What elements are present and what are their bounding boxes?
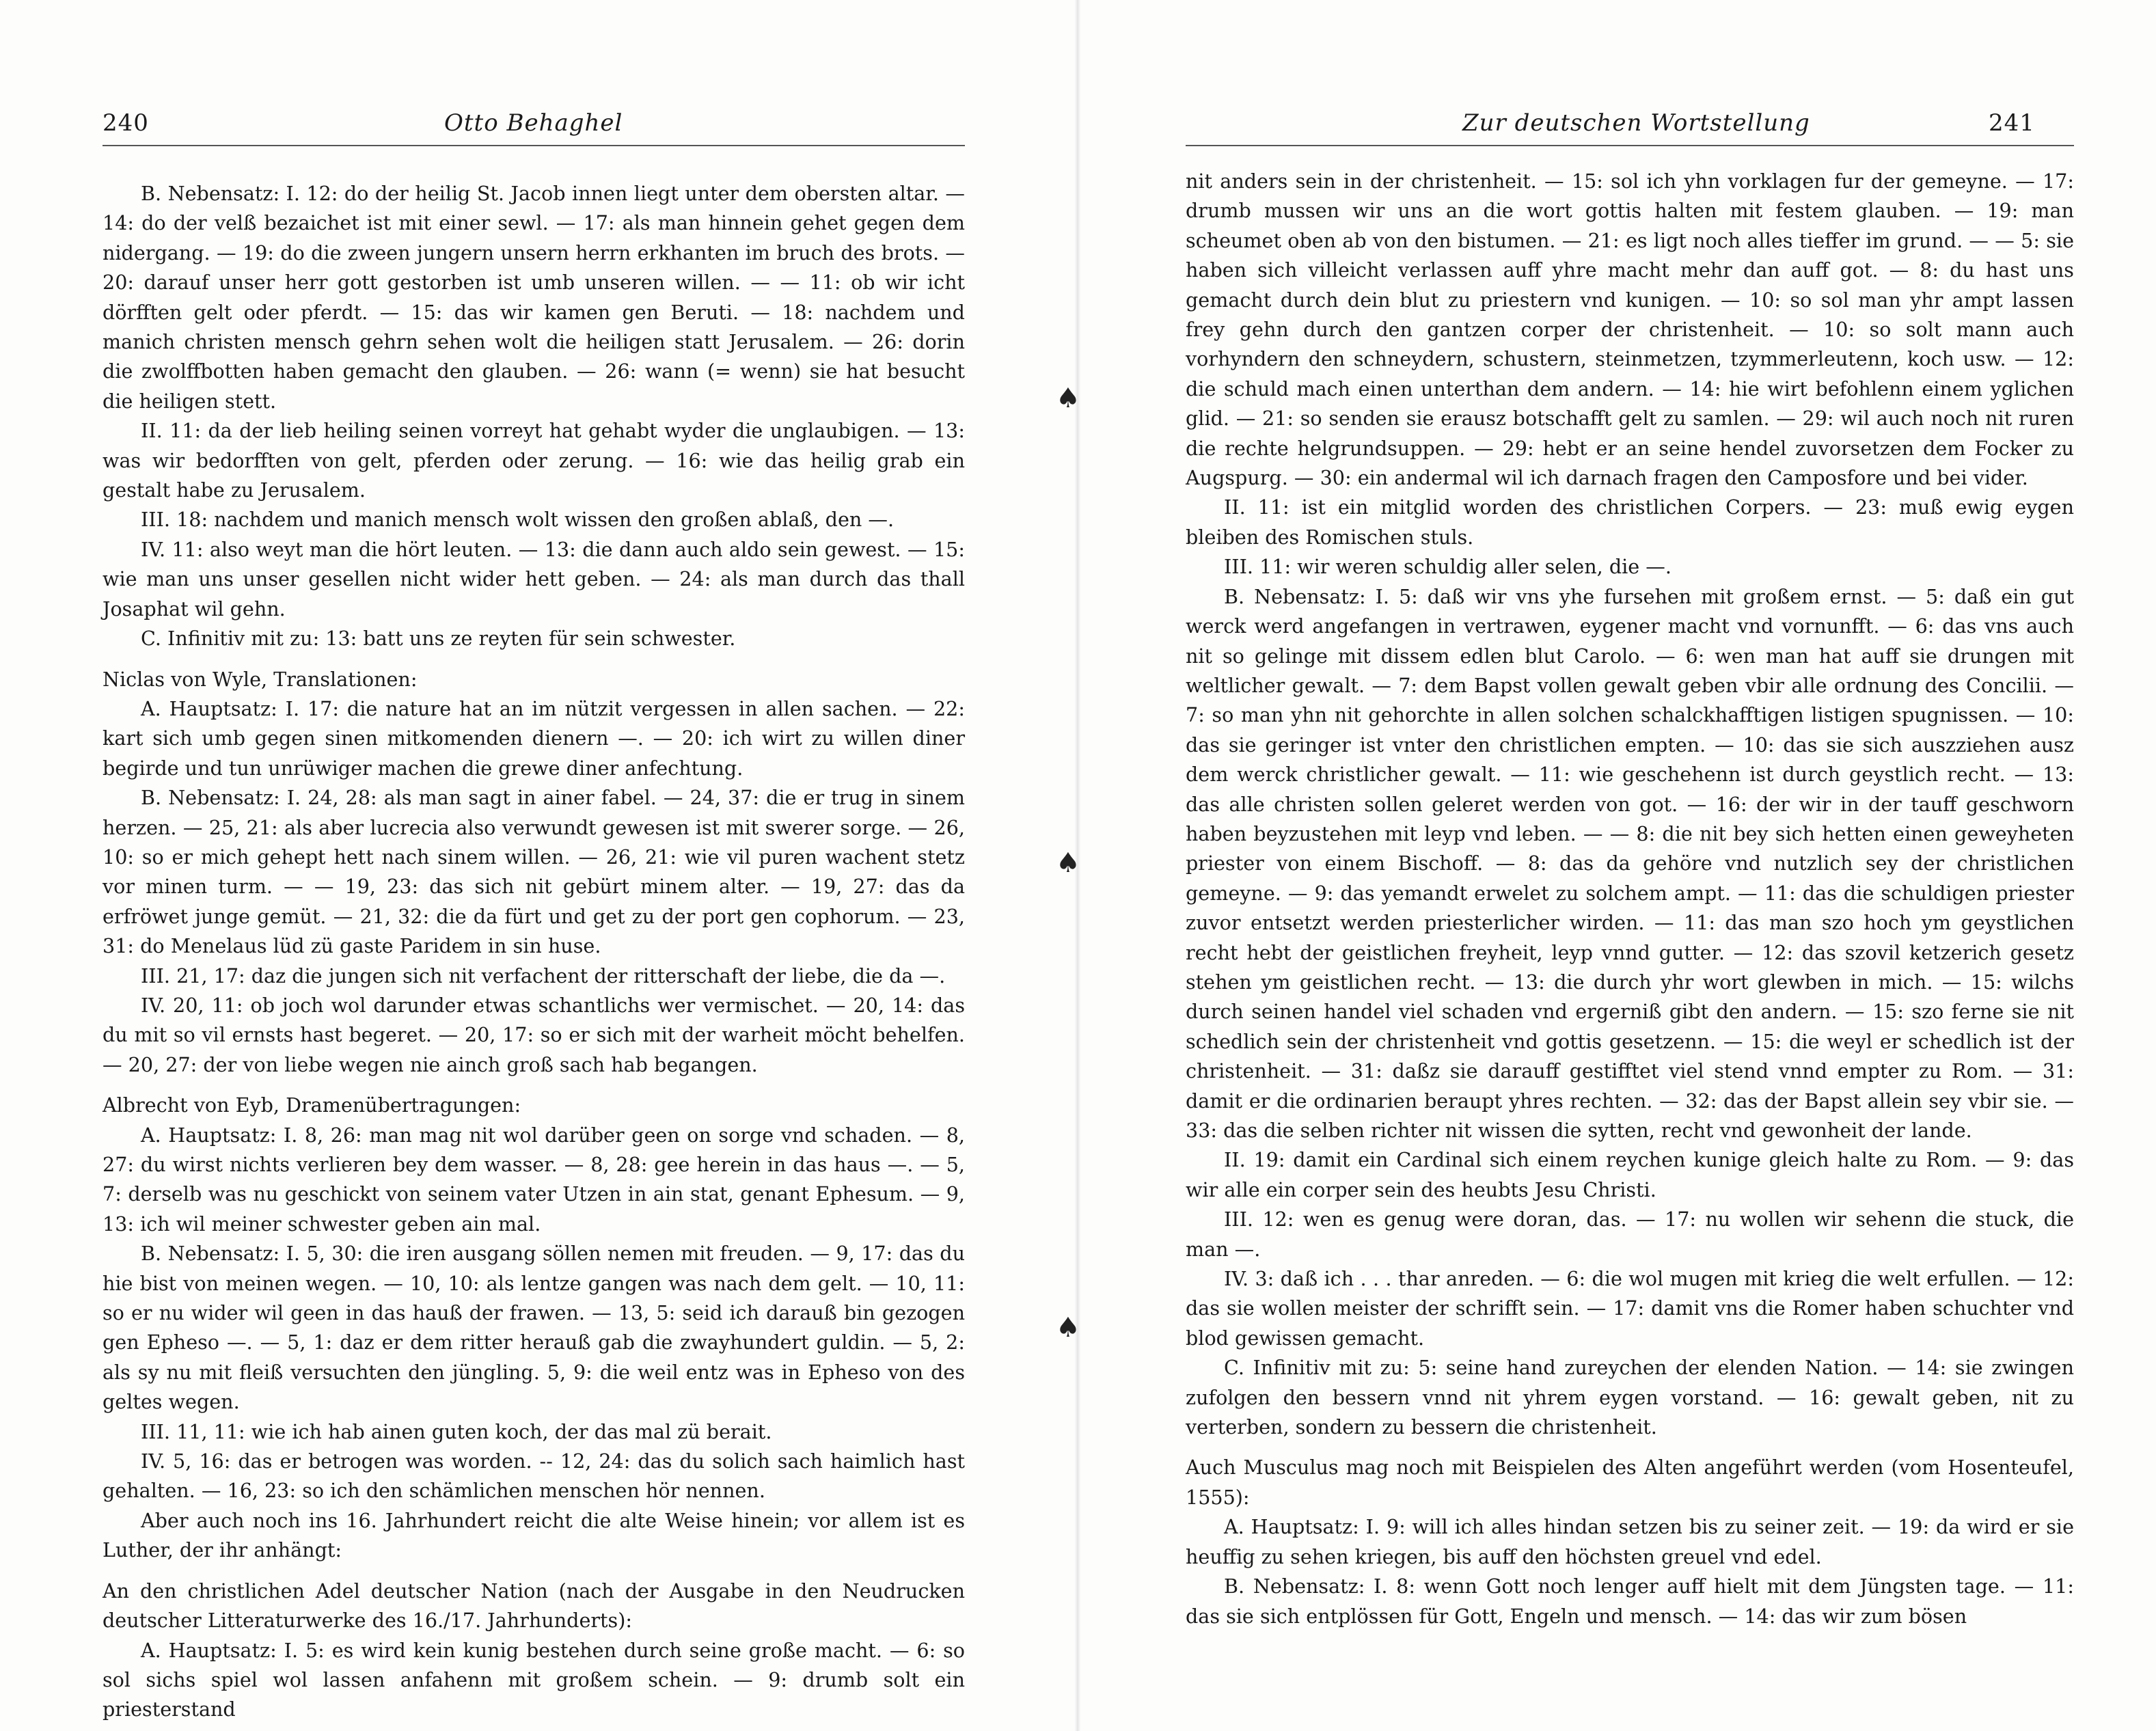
left-body-text	[103, 179, 965, 1725]
text-paragraph: B. Nebensatz: I. 24, 28: als man sagt in ainer fabel. — 24, 37: die er trug in sinem herzen. — 25, 21: als aber lucrecia also verwundt gewesen ist mit swerer sorge. — 26, 10: so er mich gehept hett nach sinem willen. — 26, 21: wie vil puren wachent stetz vor minen turm. — — 19, 23: das sich nit gebürt minem alter. — 19, 27: das da erfröwet junge gemüt. — 21, 32: die da fürt und get zu der port gen cophorum. — 23, 31: do Menelaus lüd zü gaste Paridem in sin huse.	[103, 786, 965, 958]
section-heading: An den christlichen Adel deutscher Nation (nach der Ausgabe in den Neudrucken deutscher Litteraturwerke des 16./17. Jahrhunderts):	[103, 1579, 965, 1633]
binding-mark-middle: ♠	[1056, 847, 1080, 879]
text-paragraph: IV. 5, 16: das er betrogen was worden. -- 12, 24: das du solich sach haimlich hast gehalten. — 16, 23: so ich den schämlichen menschen hör nennen.	[103, 1449, 965, 1503]
text-paragraph: IV. 11: also weyt man die hört leuten. — 13: die dann auch aldo sein gewest. — 15: wie man uns unser gesellen nicht wider hett geben. — 24: als man durch das thall Josaphat wil gehn.	[103, 537, 965, 621]
left-page	[0, 0, 1073, 1731]
right-running-title: Zur deutschen Wortstellung	[1462, 109, 1810, 137]
right-header-rule	[1186, 145, 2074, 146]
text-paragraph: III. 12: wen es genug were doran, das. — 17: nu wollen wir sehenn die stuck, die man —.	[1186, 1208, 2074, 1261]
text-paragraph: B. Nebensatz: I. 5: daß wir vns yhe fursehen mit großem ernst. — 5: daß ein gut werck werd angefangen in vertrawen, eygener macht vnd vornunfft. — 6: das vns auch nit so gelinge mit dissem edlen blut Carolo. — 6: wen man hat auff sie drungen mit weltlicher gewalt. — 7: dem Bapst vollen gewalt geben vbir alle ordnung des Concilii. — 7: so man yhn nit gehorchte in allen solchen schalckhafftigen listigen spugnissen. — 10: das sie geringer ist vnter den christlichen empten. — 10: das sie sich auszziehen ausz dem werck christlicher gewalt. — 11: wie geschehenn ist durch geystlich recht. — 13: das alle christen sollen geleret werden von got. — 16: der wir in der tauff geschworn haben beyzustehen mit leyp vnd leben. — — 8: die nit bey sich hetten einen geweyheten priester von einem Bischoff. — 8: das da gehöre vnd nutzlich sey der christlichen gemeyne. — 9: das yemandt erwelet zu solchem ampt. — 11: das die schuldigen priester zuvor entsetzt werden priesterlicher wirden. — 11: das man szo hoch ym geystlichen recht hebt der geistlichen freyheit, leyp vnnd gutter. — 12: das szovil ketzerich gesetz stehen ym geistlichen recht. — 13: die durch yhr wort glewben in mich. — 15: wilchs durch seinen handel viel schaden vnd ergerniß gibt den andern. — 15: szo ferne sie nit schedlich sein der christenheit vnd gottis gesetzenn. — 15: die weyl er schedlich ist der christenheit. — 31: daßz sie darauff gestifftet viel stend vnnd empter zu Rom. — 31: damit er die ordinarien beraupt yhres rechten. — 32: das der Bapst allein sey vbir sie. — 33: das die selben richter nit wissen die sytten, recht vnd gewonheit der lande.	[1186, 584, 2074, 1142]
text-paragraph: II. 11: da der lieb heiling seinen vorreyt hat gehabt wyder die unglaubigen. — 13: was wir bedorfften von gelt, pferden oder zerung. — 16: wie das heilig grab ein gestalt habe zu Jerusalem.	[103, 419, 965, 502]
text-paragraph: IV. 3: daß ich . . . thar anreden. — 6: die wol mugen mit krieg die welt erfullen. — 12: das sie wollen meister der schrifft sein. — 17: damit vns die Romer haben schuchter vnd blod gewissen gemacht.	[1186, 1267, 2074, 1350]
section-heading: Albrecht von Eyb, Dramenübertragungen:	[103, 1093, 521, 1117]
text-paragraph: Aber auch noch ins 16. Jahrhundert reicht die alte Weise hinein; vor allem ist es Luther, der ihr anhängt:	[103, 1508, 965, 1562]
text-paragraph: B. Nebensatz: I. 5, 30: die iren ausgang söllen nemen mit freuden. — 9, 17: das du hie bist von meinen wegen. — 10, 10: als lentze gangen was nach dem gelt. — 10, 11: so er nu wider wil geen in das hauß der frawen. — 13, 5: seid ich darauß bin gezogen gen Epheso —. — 5, 1: daz er dem ritter herauß gab die zwayhundert guldin. — 5, 2: als sy nu mit fleiß versuchten den jüngling. 5, 9: die weil entz was in Epheso von des geltes wegen.	[103, 1242, 965, 1414]
text-paragraph: A. Hauptsatz: I. 9: will ich alles hindan setzen bis zu seiner zeit. — 19: da wird er sie heuffig zu sehen kriegen, bis auff den höchsten greuel vnd edel.	[1186, 1515, 2074, 1568]
text-paragraph: III. 18: nachdem und manich mensch wolt wissen den großen ablaß, den —.	[141, 508, 895, 532]
binding-mark-top: ♠	[1056, 383, 1080, 414]
text-paragraph: III. 21, 17: daz die jungen sich nit verfachent der ritterschaft der liebe, die da —.	[141, 964, 946, 987]
right-page	[1083, 0, 2156, 1731]
text-paragraph: B. Nebensatz: I. 8: wenn Gott noch lenger auff hielt mit dem Jüngsten tage. — 11: das sie sich entplössen für Gott, Engeln und mensch. — 14: das wir zum bösen	[1186, 1575, 2074, 1628]
text-paragraph: C. Infinitiv mit zu: 5: seine hand zureychen der elenden Nation. — 14: sie zwingen zufolgen den bessern vnnd nit yhrem eygen vorstand. — 16: gewalt geben, nit zu verterben, sondern zu bessern die christenheit.	[1186, 1356, 2074, 1439]
section-heading: Niclas von Wyle, Translationen:	[103, 667, 418, 691]
left-page-number: 240	[103, 109, 149, 137]
text-paragraph: IV. 20, 11: ob joch wol darunder etwas schantlichs wer vermischet. — 20, 14: das du mit so vil ernsts hast begeret. — 20, 17: so er sich mit der warheit möcht behelfen. — 20, 27: der von liebe wegen nie ainch groß sach hab begangen.	[103, 993, 965, 1076]
text-paragraph: III. 11, 11: wie ich hab ainen guten koch, der das mal zü berait.	[141, 1419, 772, 1443]
left-running-title: Otto Behaghel	[444, 109, 623, 137]
text-paragraph: B. Nebensatz: I. 12: do der heilig St. Jacob innen liegt unter dem obersten altar. — 14: do der velß bezaichet ist mit einer sewl. — 17: als man hinnein gehet gegen dem nidergang. — 19: do die zween jungern unsern herrn erkhanten im bruch des brots. — 20: darauf unser herr gott gestorben ist umb unseren willen. — — 11: ob wir icht dörfften gelt oder pferdt. — 15: das wir kamen gen Beruti. — 18: nachdem und manich christen mensch gehrn sehen wolt die heiligen statt Jerusalem. — 26: dorin die zwolffbotten haben gemacht den glauben. — 26: wann (= wenn) sie hat besucht die heiligen stett.	[103, 182, 965, 413]
right-body-text	[1186, 167, 2074, 1631]
text-paragraph: nit anders sein in der christenheit. — 15: sol ich yhn vorklagen fur der gemeyne. — 17: drumb mussen wir uns an die wort gottis halten mit festem glauben. — 19: man scheumet oben ab von den bistumen. — 21: es ligt noch alles tieffer im grund. — — 5: sie haben sich villeicht verlassen auff yhre macht mehr dan auff got. — 8: du hast uns gemacht durch dein blut zu priestern vnd kunigen. — 10: so sol man yhr ampt lassen frey gehn durch den gantzen corper der christenheit. — 10: so solt mann auch vorhyndern den schneydern, schustern, steinmetzen, tzymmerleutenn, koch usw. — 12: die schuld mach einen unterthan dem andern. — 14: hie wirt befohlenn einem yglichen glid. — 21: so senden sie erausz botschafft gelt zu samlen. — 29: wil auch noch nit ruren die rechte helgrundsuppen. — 29: hebt er an seine hendel zuvorsetzen dem Focker zu Augspurg. — 30: ein andermal wil ich darnach fragen den Camposfore und bei vider.	[1186, 169, 2074, 490]
text-paragraph: II. 19: damit ein Cardinal sich einem reychen kunige gleich halte zu Rom. — 9: das wir alle ein corper sein des heubts Jesu Christi.	[1186, 1148, 2074, 1201]
text-paragraph: C. Infinitiv mit zu: 13: batt uns ze reyten für sein schwester.	[141, 627, 736, 651]
left-header-rule	[103, 145, 965, 146]
right-page-number: 241	[1989, 109, 2035, 137]
section-heading: Auch Musculus mag noch mit Beispielen des Alten angeführt werden (vom Hosenteufel, 1555):	[1186, 1456, 2074, 1509]
binding-mark-bottom: ♠	[1056, 1312, 1080, 1344]
text-paragraph: A. Hauptsatz: I. 5: es wird kein kunig bestehen durch seine große macht. — 6: so sol sichs spiel wol lassen anfahenn mit großem schein. — 9: drumb solt ein priesterstand	[103, 1638, 965, 1721]
text-paragraph: III. 11: wir weren schuldig aller selen, die —.	[1224, 555, 1671, 579]
text-paragraph: A. Hauptsatz: I. 8, 26: man mag nit wol darüber geen on sorge vnd schaden. — 8, 27: du wirst nichts verlieren bey dem wasser. — 8, 28: gee herein in das haus —. — 5, 7: derselb was nu geschickt von seinem vater Utzen in ain stat, genant Ephesum. — 9, 13: ich wil meiner schwester geben ain mal.	[103, 1123, 965, 1236]
text-paragraph: II. 11: ist ein mitglid worden des christlichen Corpers. — 23: muß ewig eygen bleiben des Romischen stuls.	[1186, 495, 2074, 549]
text-paragraph: A. Hauptsatz: I. 17: die nature hat an im nützit vergessen in allen sachen. — 22: kart sich umb gegen sinen mitkomenden dienern —. — 20: ich wirt zu willen diner begirde und tun unrüwiger machen die grewe diner anfechtung.	[103, 696, 965, 780]
